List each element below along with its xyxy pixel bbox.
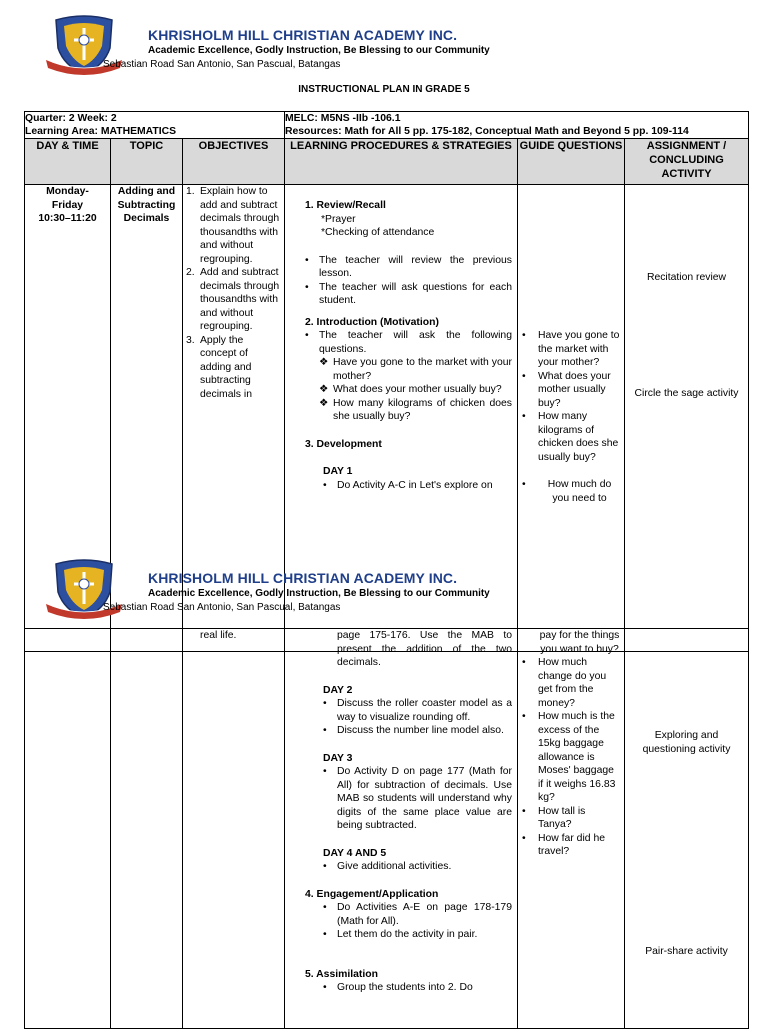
- assignment-cell: [625, 629, 749, 1029]
- school-name: KHRISHOLM HILL CHRISTIAN ACADEMY INC.: [148, 570, 458, 586]
- day3-label: DAY 3: [323, 752, 353, 764]
- school-motto: Academic Excellence, Godly Instruction, Be Blessing to our Community: [148, 588, 490, 599]
- bullet-item: • Give additional activities.: [323, 861, 452, 872]
- section-review-title: 1. Review/Recall: [305, 200, 386, 211]
- objective-item: 1. Explain how to add and subtract decimals through thousandths with and without regrouping.: [186, 186, 280, 265]
- resources: Resources: Math for All 5 pp. 175-182, Conceptual Math and Beyond 5 pp. 109-114: [285, 126, 689, 137]
- bullet-item: • Do Activities A-E on page 178-179 (Math for All).: [323, 902, 512, 927]
- day1-continued: page 175-176. Use the MAB to present the addition of the two decimals.: [337, 630, 512, 668]
- quarter-week: Quarter: 2 Week: 2: [25, 113, 117, 124]
- guide-question: • How much is the excess of the 15kg baggage allowance is Moses' baggage if it weighs 16.83 kg?: [522, 711, 616, 803]
- section-introduction-title: 2. Introduction (Motivation): [305, 316, 439, 328]
- assignment-text: Exploring and questioning activity: [642, 730, 731, 755]
- school-name: KHRISHOLM HILL CHRISTIAN ACADEMY INC.: [148, 27, 458, 43]
- question-item: ❖ How many kilograms of chicken does she usually buy?: [319, 397, 512, 422]
- school-address: Sebastian Road San Antonio, San Pascual, Batangas: [103, 59, 341, 70]
- bullet-item: • Do Activity A-C in Let's explore on: [323, 479, 493, 491]
- guide-question-continued: pay for the things you want to buy?: [539, 630, 620, 655]
- day1-label: DAY 1: [323, 466, 353, 477]
- prayer-text: *Prayer: [321, 213, 356, 225]
- section-development-title: 3. Development: [305, 438, 382, 450]
- topic-cell: [111, 629, 183, 1029]
- col-header-procedures: LEARNING PROCEDURES & STRATEGIES: [285, 139, 518, 185]
- col-header-guide-questions: GUIDE QUESTIONS: [518, 139, 625, 185]
- meta-row: [25, 112, 749, 139]
- guide-question: • Have you gone to the market with your mother?: [522, 330, 620, 368]
- column-header-row: [25, 139, 749, 185]
- col-header-topic: TOPIC: [111, 139, 183, 185]
- bullet-item: • Discuss the number line model also.: [323, 725, 504, 736]
- bullet-item: • Do Activity D on page 177 (Math for All) for subtraction of decimals. Use MAB so students will understand why digits of the same place value are being subtracted.: [323, 766, 512, 831]
- section-assimilation-title: 5. Assimilation: [305, 968, 378, 980]
- lesson-row-continued: [25, 629, 749, 1029]
- objective-item: 2. Add and subtract decimals through thousandths with and without regrouping.: [186, 267, 280, 332]
- bullet-item: • Group the students into 2. Do: [323, 982, 473, 993]
- bullet-item: • Let them do the activity in pair.: [323, 929, 478, 940]
- bullet-item: • The teacher will ask the following questions.: [305, 330, 512, 355]
- day-time-cell: [25, 629, 111, 1029]
- col-header-day-time: DAY & TIME: [25, 139, 111, 185]
- col-header-objectives: OBJECTIVES: [183, 139, 285, 185]
- instructional-plan-table-page2: [24, 628, 749, 1029]
- bullet-item: • The teacher will ask questions for each student.: [305, 281, 512, 306]
- melc-resources-cell: [285, 112, 749, 139]
- guide-questions-cell: [518, 629, 625, 1029]
- melc: MELC: M5NS -IIb -106.1: [285, 113, 401, 124]
- guide-question: • How many kilograms of chicken does she usually buy?: [522, 411, 619, 463]
- objectives-cell: [183, 629, 285, 1029]
- guide-questions-cell: [518, 185, 625, 652]
- assignment-text: Circle the sage activity: [634, 388, 739, 399]
- guide-question: • How much do you need to: [522, 479, 612, 504]
- day-text: Monday-Friday: [46, 186, 89, 211]
- bullet-item: • Discuss the roller coaster model as a way to visualize rounding off.: [323, 698, 512, 723]
- bullet-item: • The teacher will review the previous lesson.: [305, 254, 512, 279]
- attendance-text: *Checking of attendance: [321, 227, 435, 238]
- question-item: ❖ Have you gone to the market with your mother?: [319, 357, 512, 382]
- objective-continued: real life.: [200, 630, 237, 641]
- topic-text: Adding and Subtracting Decimals: [117, 186, 176, 224]
- guide-question: • How tall is Tanya?: [522, 805, 586, 830]
- school-address: Sebastian Road San Antonio, San Pascual, Batangas: [103, 602, 341, 613]
- objective-item: 3. Apply the concept of adding and subtracting decimals in: [186, 334, 252, 400]
- guide-question: • How much change do you get from the money?: [522, 657, 607, 709]
- quarter-area-cell: [25, 112, 285, 139]
- school-motto: Academic Excellence, Godly Instruction, Be Blessing to our Community: [148, 45, 490, 56]
- learning-area: Learning Area: MATHEMATICS: [25, 126, 177, 137]
- assignment-text: Pair-share activity: [645, 946, 728, 957]
- day45-label: DAY 4 AND 5: [323, 847, 387, 859]
- plan-title: INSTRUCTIONAL PLAN IN GRADE 5: [298, 84, 470, 95]
- assignment-cell: [625, 185, 749, 652]
- col-header-assignment: ASSIGNMENT / CONCLUDING ACTIVITY: [625, 139, 749, 185]
- procedures-cell: [285, 629, 518, 1029]
- question-item: ❖ What does your mother usually buy?: [319, 384, 502, 395]
- assignment-text: Recitation review: [646, 272, 727, 283]
- day2-label: DAY 2: [323, 684, 353, 696]
- section-engagement-title: 4. Engagement/Application: [305, 888, 439, 900]
- time-text: 10:30–11:20: [38, 213, 97, 224]
- guide-question: • How far did he travel?: [522, 832, 605, 857]
- guide-question: • What does your mother usually buy?: [522, 370, 611, 409]
